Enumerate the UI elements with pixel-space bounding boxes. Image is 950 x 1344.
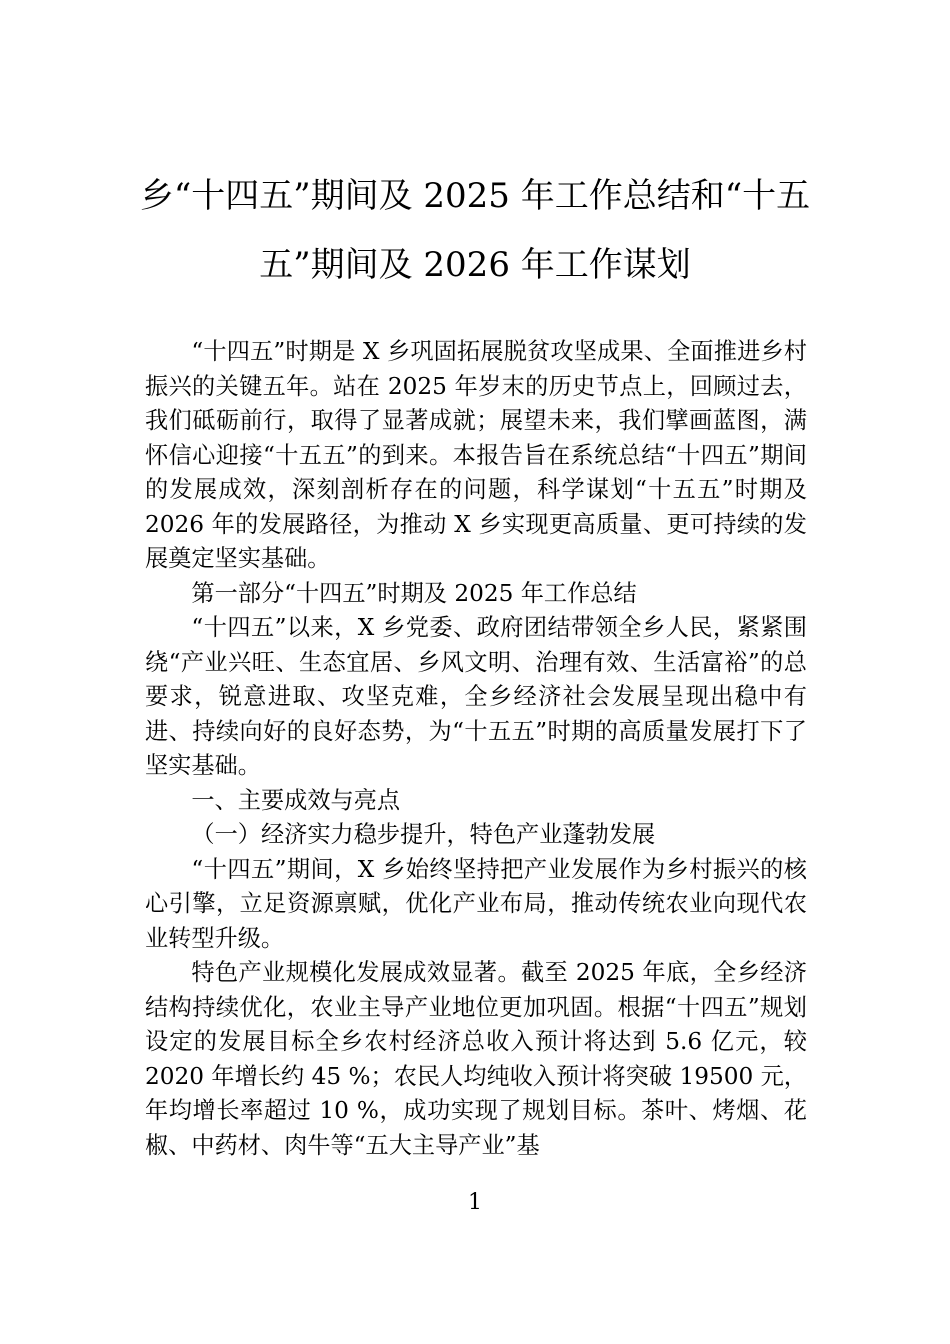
document-title-line-1: 乡“十四五”期间及 2025 年工作总结和“十五 [139,176,811,216]
industry-paragraph: 特色产业规模化发展成效显著。截至 2025 年底，全乡经济结构持续优化，农业主导产业地位更加巩固。根据“十四五”规划设定的发展目标全乡农村经济总收入预计将达到 5.6 亿元，较 2020 年增长约 45 %；农民人均纯收入预计将突破 19500 元，年均增长率超过 10 %，成功实现了规划目标。茶叶、烤烟、花椒、中药材、肉牛等“五大主导产业”基 [145,959,807,1159]
intro-paragraph: “十四五”时期是 X 乡巩固拓展脱贫攻坚成果、全面推进乡村振兴的关键五年。站在 2025 年岁末的历史节点上，回顾过去，我们砥砺前行，取得了显著成就；展望未来，我们擘画蓝图，满怀信心迎接“十五五”的到来。本报告旨在系统总结“十四五”期间的发展成效，深刻剖析存在的问题，科学谋划“十五五”时期及 2026 年的发展路径，为推动 X 乡实现更高质量、更可持续的发展奠定坚实基础。 [145,338,807,572]
subsection-heading: （一）经济实力稳步提升，特色产业蓬勃发展 [191,821,656,848]
page-number: 1 [468,1190,482,1215]
document-body [145,335,807,1163]
part-one-heading: 第一部分“十四五”时期及 2025 年工作总结 [191,579,637,607]
summary-paragraph: “十四五”以来，X 乡党委、政府团结带领全乡人民，紧紧围绕“产业兴旺、生态宜居、乡风文明、治理有效、生活富裕”的总要求，锐意进取、攻坚克难，全乡经济社会发展呈现出稳中有进、持续向好的良好态势，为“十五五”时期的高质量发展打下了坚实基础。 [145,614,807,779]
economy-paragraph: “十四五”期间，X 乡始终坚持把产业发展作为乡村振兴的核心引擎，立足资源禀赋，优化产业布局，推动传统农业向现代农业转型升级。 [145,855,807,952]
document-title-line-2: 五”期间及 2026 年工作谋划 [259,245,691,285]
section-heading: 一、主要成效与亮点 [191,786,401,814]
